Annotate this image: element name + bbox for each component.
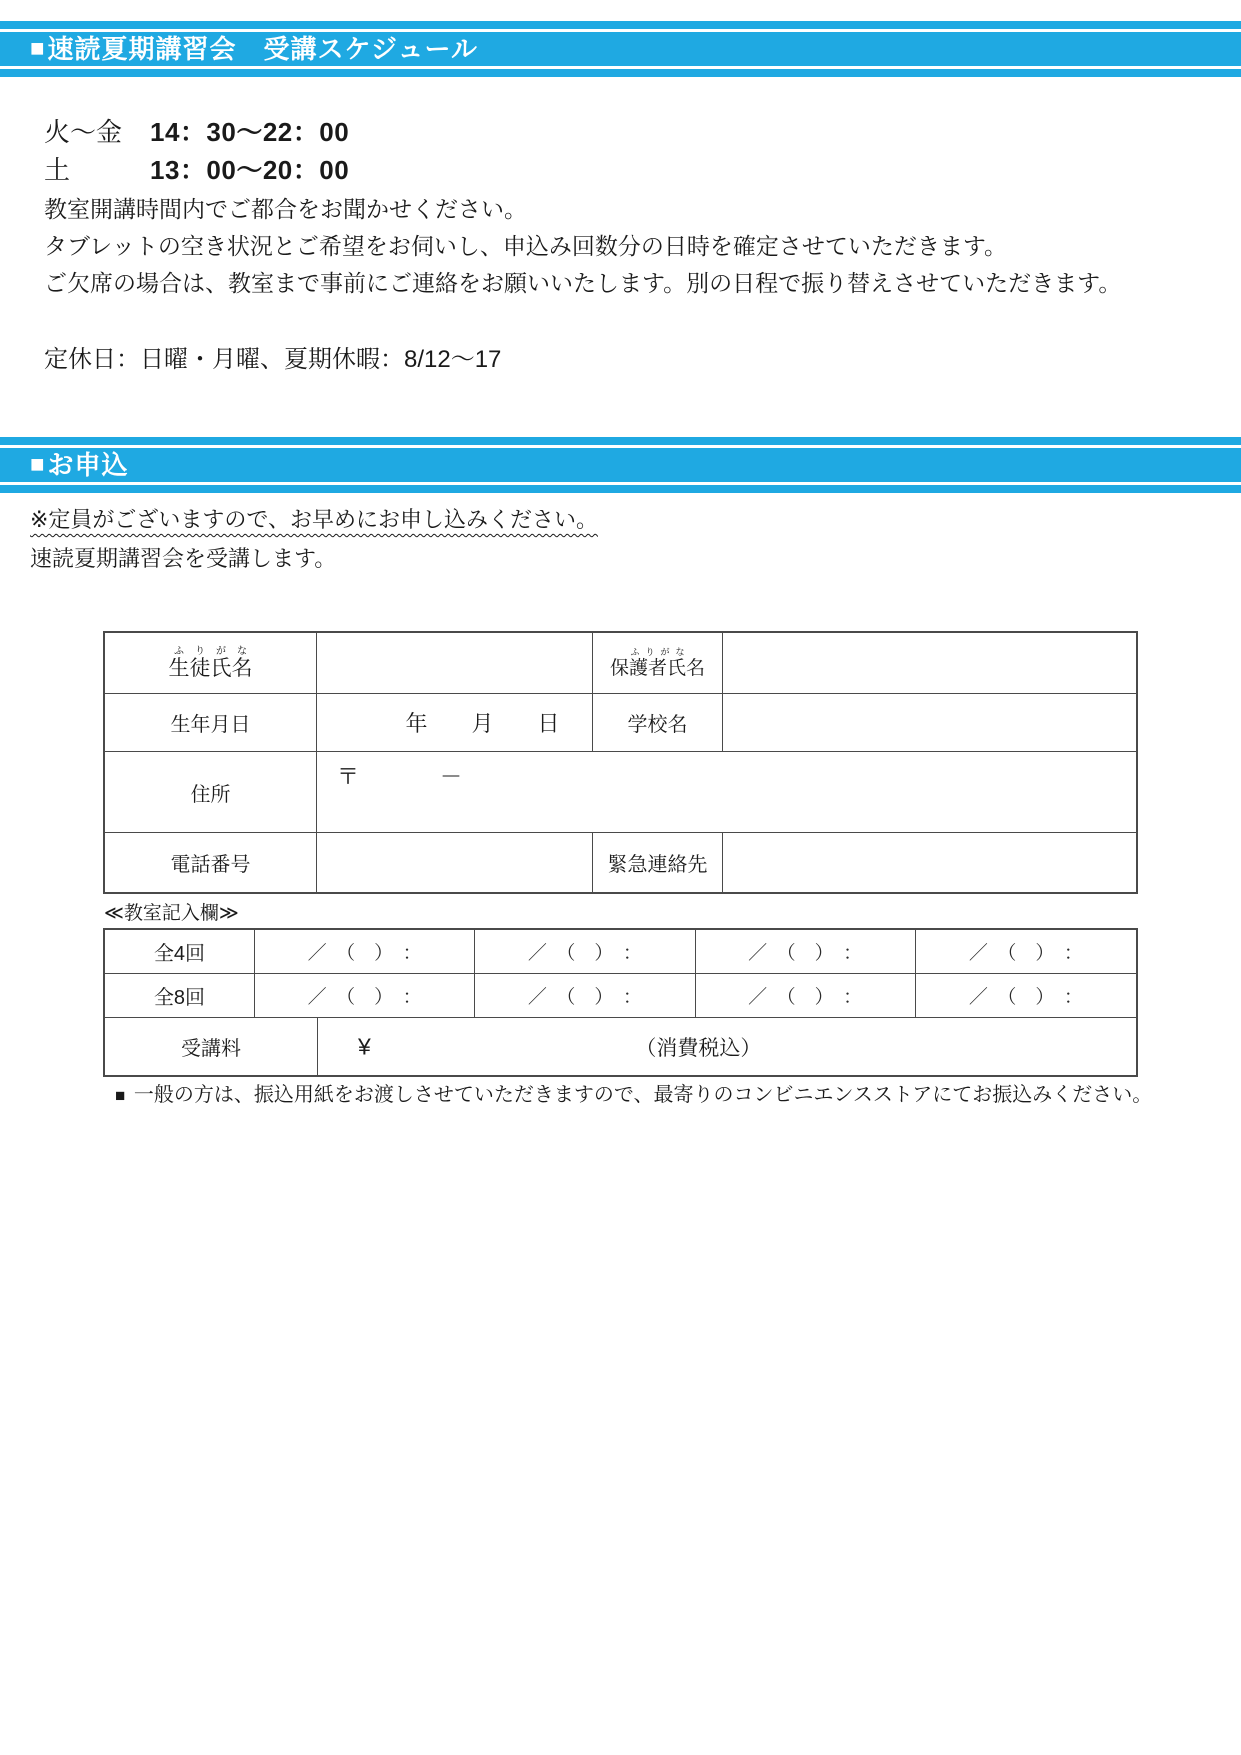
- session-slot-cell: ／ （ ） ：: [475, 930, 695, 973]
- address-label-cell: 住所: [105, 752, 317, 833]
- session-slot-cell: ／ （ ） ：: [475, 974, 695, 1017]
- postal-mark: 〒: [337, 764, 360, 789]
- session-slot-cell: ／ （ ） ：: [968, 943, 1083, 964]
- tax-included-note: （消費税込）: [635, 1036, 762, 1060]
- office-use-table: [103, 928, 1138, 1077]
- header-bullet-icon: ■: [30, 451, 46, 478]
- guardian-name-label-cell: [593, 633, 723, 694]
- session-slot-cell: ／ （ ） ：: [968, 987, 1083, 1008]
- schedule-note-1: 教室開講時間内でご都合をお聞かせください。: [44, 196, 527, 222]
- guardian-name-input-cell: [723, 633, 1136, 694]
- schedule-note-3: ご欠席の場合は、教室まで事前にご連絡をお願いいたします。別の日程で振り替えさせていただきます。: [44, 270, 1122, 296]
- postal-dash: －: [440, 764, 463, 789]
- fee-row: [105, 1018, 1136, 1075]
- note-bullet-icon: ■: [115, 1086, 126, 1105]
- schedule-note-2: タブレットの空き状況とご希望をお伺いし、申込み回数分の日時を確定させていただきます。: [44, 233, 1008, 259]
- hours-time: 13：00〜20：00: [150, 155, 350, 185]
- hours-row-weekday: [44, 112, 350, 149]
- student-name-input-cell: [317, 633, 593, 694]
- apply-section-title: お申込: [47, 450, 129, 480]
- header-bullet-icon: ■: [30, 35, 46, 62]
- guardian-furigana: ふりがな: [630, 647, 691, 657]
- sessions-8-row: [105, 974, 1136, 1018]
- phone-input-cell: [317, 833, 593, 892]
- office-box-caption: ≪教室記入欄≫: [104, 903, 239, 924]
- session-slot-cell: ／ （ ） ：: [696, 930, 916, 973]
- application-form-table: [103, 631, 1138, 894]
- holiday-note: 定休日：日曜・月曜、夏期休暇：8/12〜17: [44, 346, 502, 373]
- yen-sign: ¥: [358, 1033, 371, 1059]
- emergency-input-cell: [723, 833, 1136, 892]
- header-top-stripe: [0, 21, 1241, 29]
- sessions-4-row: [105, 930, 1136, 974]
- apply-header-bar: [0, 448, 1241, 482]
- address-input-cell: [317, 752, 1136, 833]
- school-label-cell: 学校名: [593, 694, 723, 752]
- school-input-cell: [723, 694, 1136, 752]
- payment-note-text: 一般の方は、振込用紙をお渡しさせていただきますので、最寄りのコンビニエンスストアにてお振込みください。: [133, 1084, 1153, 1106]
- hours-time: 14：30〜22：00: [150, 117, 350, 147]
- header-bottom-stripe: [0, 69, 1241, 77]
- hours-row-saturday: [44, 150, 350, 187]
- birthdate-input-cell: 年 月 日: [317, 694, 593, 752]
- session-slot-cell: ／ （ ） ：: [255, 974, 475, 1017]
- header-top-stripe: [0, 437, 1241, 445]
- student-name-label: 生徒氏名: [168, 657, 253, 680]
- session-slot-cell: ／ （ ） ：: [696, 974, 916, 1017]
- sessions-8-label: 全8回: [105, 974, 255, 1017]
- session-slot-cell: ／ （ ） ：: [255, 930, 475, 973]
- hours-days: 土: [44, 155, 71, 185]
- guardian-name-label: 保護者氏名: [609, 658, 705, 679]
- fee-label: 受講料: [105, 1018, 318, 1075]
- birthdate-label-cell: 生年月日: [105, 694, 317, 752]
- student-furigana: ふりがな: [174, 646, 258, 657]
- capacity-notice: ※定員がございますので、お早めにお申し込みください。: [30, 507, 598, 532]
- emergency-label-cell: 緊急連絡先: [593, 833, 723, 892]
- schedule-header-bar: [0, 32, 1241, 66]
- student-name-label-cell: [105, 633, 317, 694]
- hours-days: 火〜金: [44, 117, 123, 147]
- schedule-section-title: 速読夏期講習会 受講スケジュール: [47, 34, 478, 64]
- apply-section-header: [0, 437, 1241, 493]
- phone-label-cell: 電話番号: [105, 833, 317, 892]
- sessions-4-label: 全4回: [105, 930, 255, 973]
- payment-note: [115, 1078, 1152, 1107]
- schedule-section-header: [0, 21, 1241, 77]
- header-bottom-stripe: [0, 485, 1241, 493]
- fee-input-cell: [318, 1018, 1136, 1075]
- enrollment-statement: 速読夏期講習会を受講します。: [30, 546, 337, 571]
